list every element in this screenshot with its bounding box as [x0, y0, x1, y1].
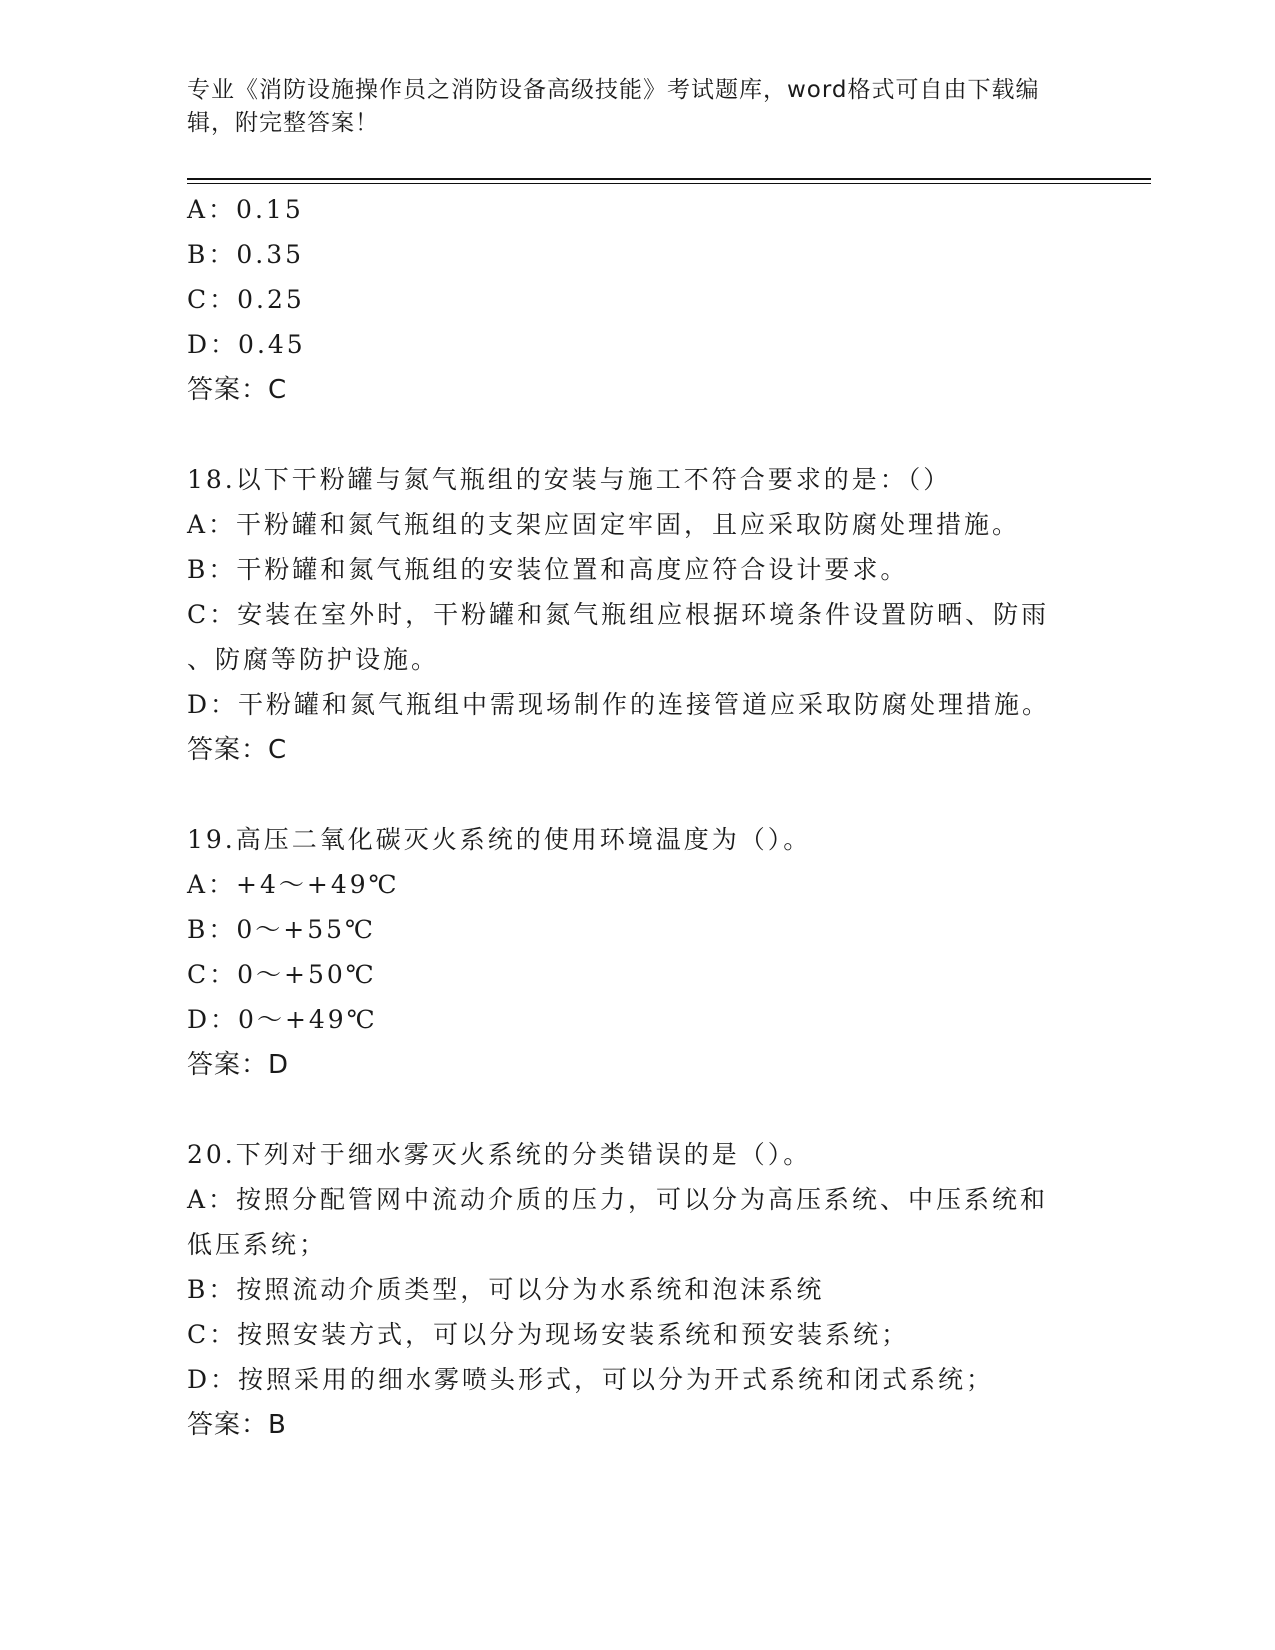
- document-header: 专业《消防设施操作员之消防设备高级技能》考试题库，word格式可自由下载编辑，附完整答案！: [187, 77, 1040, 136]
- q18-option-a: A：干粉罐和氮气瓶组的支架应固定牢固，且应采取防腐处理措施。: [187, 510, 1021, 539]
- q17-answer: 答案：C: [187, 375, 288, 405]
- q18-question: 18.以下干粉罐与氮气瓶组的安装与施工不符合要求的是：（）: [187, 465, 952, 494]
- q20-question: 20.下列对于细水雾灭火系统的分类错误的是（）。: [187, 1140, 812, 1169]
- q18-answer: 答案：C: [187, 735, 288, 765]
- q20-answer: 答案：B: [187, 1410, 287, 1440]
- q20-option-a-cont: 低压系统；: [187, 1230, 328, 1259]
- q20-option-c: C：按照安装方式，可以分为现场安装系统和预安装系统；: [187, 1320, 910, 1349]
- header-divider-thick: [187, 178, 1151, 180]
- q18-option-c-cont: 、防腐等防护设施。: [187, 645, 440, 674]
- q19-question: 19.高压二氧化碳灭火系统的使用环境温度为（）。: [187, 825, 812, 854]
- q18-option-c: C：安装在室外时，干粉罐和氮气瓶组应根据环境条件设置防晒、防雨: [187, 600, 1050, 629]
- q17-option-d: D：0.45: [187, 330, 306, 359]
- q18-option-d: D：干粉罐和氮气瓶组中需现场制作的连接管道应采取防腐处理措施。: [187, 690, 1051, 719]
- q20-option-b: B：按照流动介质类型，可以分为水系统和泡沫系统: [187, 1275, 825, 1304]
- q20-option-a: A：按照分配管网中流动介质的压力，可以分为高压系统、中压系统和: [187, 1185, 1049, 1214]
- q19-option-d: D：0～+49℃: [187, 1005, 378, 1034]
- q19-option-b: B：0～+55℃: [187, 915, 377, 944]
- q19-option-a: A：+4～+49℃: [187, 870, 400, 899]
- q17-option-a: A：0.15: [187, 195, 304, 224]
- q17-option-c: C：0.25: [187, 285, 305, 314]
- q19-option-c: C：0～+50℃: [187, 960, 377, 989]
- q19-answer: 答案：D: [187, 1050, 290, 1080]
- header-divider-thin: [187, 183, 1151, 184]
- q20-option-d: D：按照采用的细水雾喷头形式，可以分为开式系统和闭式系统；: [187, 1365, 995, 1394]
- q17-option-b: B：0.35: [187, 240, 305, 269]
- q18-option-b: B：干粉罐和氮气瓶组的安装位置和高度应符合设计要求。: [187, 555, 909, 584]
